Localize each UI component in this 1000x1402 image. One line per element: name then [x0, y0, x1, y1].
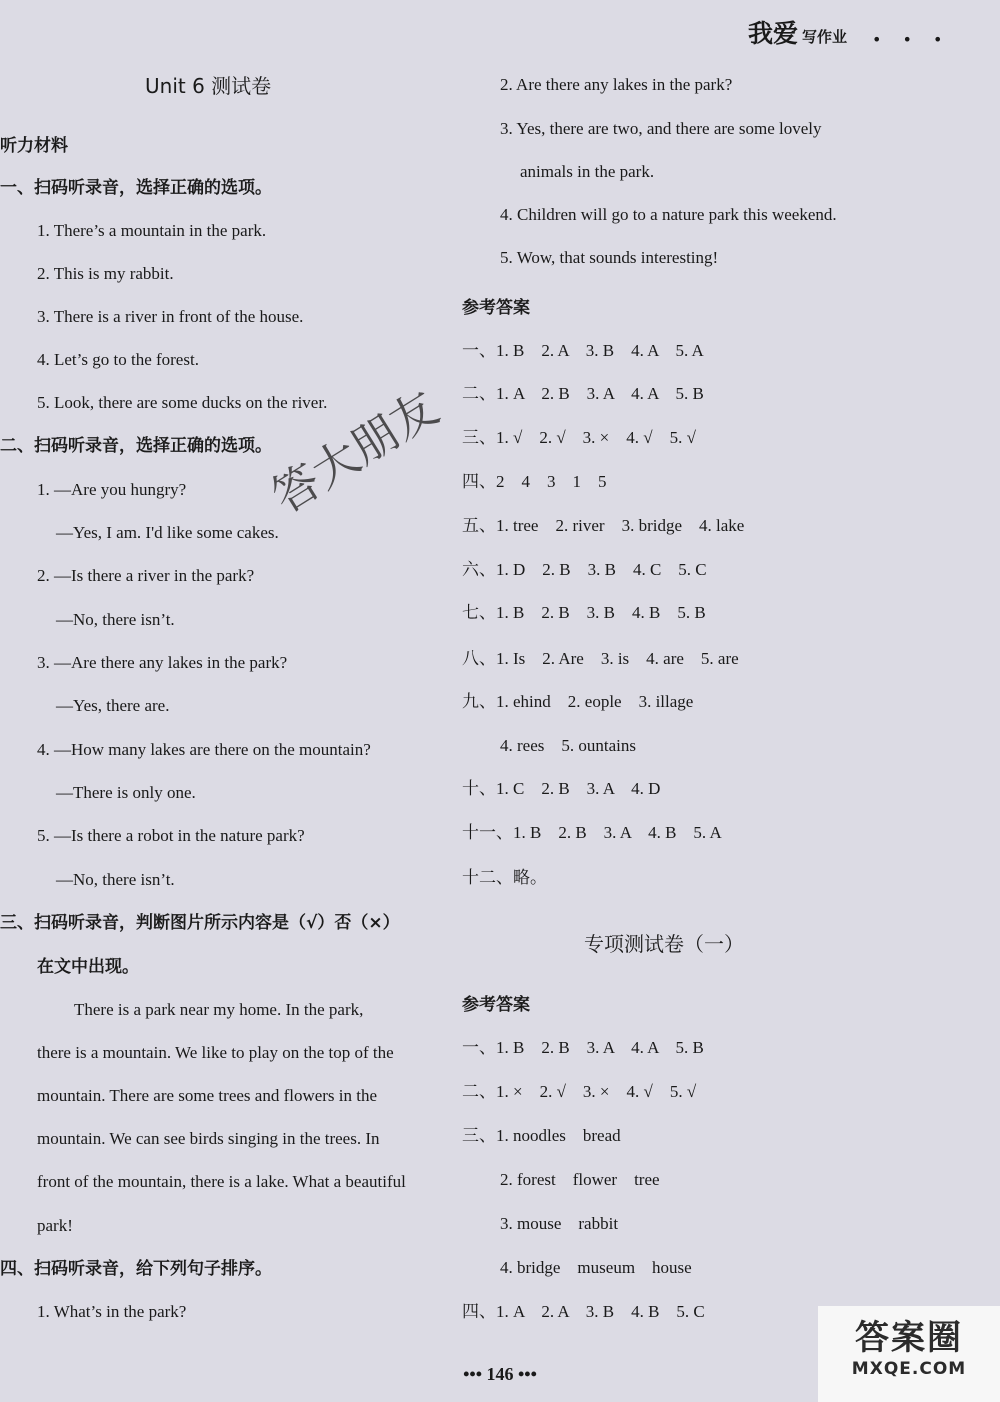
page-number: ••• 146 •••	[463, 1364, 537, 1384]
left-line: 3. —Are there any lakes in the park?	[37, 653, 288, 672]
left-line: 2. —Is there a river in the park?	[37, 566, 255, 585]
left-line: 4. Let’s go to the forest.	[37, 350, 199, 369]
left-line: mountain. We can see birds singing in the trees. In	[37, 1129, 380, 1148]
answer-line: 十二、略。	[462, 868, 547, 887]
right-line: 5. Wow, that sounds interesting!	[500, 248, 719, 267]
left-line: 5. —Is there a robot in the nature park?	[37, 826, 305, 845]
brand-dots: • • •	[872, 30, 951, 49]
brand-small: 写作业	[802, 28, 848, 46]
left-line: mountain. There are some trees and flowers in the	[37, 1086, 378, 1105]
left-line: —No, there isn’t.	[56, 870, 175, 889]
answer-line: 三、1. noodles bread	[462, 1126, 621, 1145]
section-listening: 听力材料	[0, 136, 68, 156]
left-line: 4. —How many lakes are there on the mountain?	[37, 740, 371, 759]
answer-line: 一、1. B 2. B 3. A 4. A 5. B	[462, 1038, 704, 1057]
right-line: 4. Children will go to a nature park this weekend.	[500, 205, 837, 224]
brand-big: 我爱	[748, 19, 799, 48]
left-line: —No, there isn’t.	[56, 610, 175, 629]
left-line: —There is only one.	[56, 783, 196, 802]
left-line: there is a mountain. We like to play on the top of the	[37, 1043, 394, 1062]
handwritten-mark: 答大朋友	[262, 380, 448, 524]
left-line: 1. —Are you hungry?	[37, 480, 187, 499]
answer-line: 二、1. × 2. √ 3. × 4. √ 5. √	[462, 1082, 697, 1101]
left-line: 3. There is a river in front of the house.	[37, 307, 304, 326]
right-title: 专项测试卷（一）	[584, 932, 744, 956]
left-line: —Yes, I am. I'd like some cakes.	[56, 523, 279, 542]
answer-line: 五、1. tree 2. river 3. bridge 4. lake	[462, 516, 745, 535]
left-line: There is a park near my home. In the park,	[74, 1000, 364, 1019]
answer-line: 八、1. Is 2. Are 3. is 4. are 5. are	[462, 649, 739, 668]
answer-line: 九、1. ehind 2. eople 3. illage	[462, 692, 694, 711]
left-line: 二、扫码听录音，选择正确的选项。	[0, 436, 272, 456]
answer-line: 六、1. D 2. B 3. B 4. C 5. C	[462, 560, 707, 579]
left-line: —Yes, there are.	[56, 696, 170, 715]
left-line: 一、扫码听录音，选择正确的选项。	[0, 178, 272, 198]
answer-line: 4. bridge museum house	[500, 1258, 692, 1277]
left-line: 2. This is my rabbit.	[37, 264, 174, 283]
answer-line: 四、1. A 2. A 3. B 4. B 5. C	[462, 1302, 705, 1321]
left-line: 1. What’s in the park?	[37, 1302, 187, 1321]
answer-line: 十一、1. B 2. B 3. A 4. B 5. A	[462, 823, 722, 842]
left-line: 5. Look, there are some ducks on the river.	[37, 393, 328, 412]
right-line: 3. Yes, there are two, and there are some lovely	[500, 119, 822, 138]
watermark-logo	[818, 1306, 1000, 1402]
answer-line: 七、1. B 2. B 3. B 4. B 5. B	[462, 603, 706, 622]
right-line: animals in the park.	[520, 162, 655, 181]
brand-logo	[748, 14, 847, 50]
left-line: 三、扫码听录音，判断图片所示内容是（√）否（×）	[0, 913, 400, 933]
answer-line: 十、1. C 2. B 3. A 4. D	[462, 779, 661, 798]
left-line: park!	[37, 1216, 73, 1235]
answer-line: 2. forest flower tree	[500, 1170, 660, 1189]
answer-line: 二、1. A 2. B 3. A 4. A 5. B	[462, 384, 704, 403]
answer-line: 四、2 4 3 1 5	[462, 472, 607, 491]
left-line: 四、扫码听录音，给下列句子排序。	[0, 1259, 272, 1279]
left-title: Unit 6 测试卷	[145, 74, 272, 98]
answer-line: 3. mouse rabbit	[500, 1214, 619, 1233]
watermark-title: 答案圈	[855, 1318, 963, 1358]
left-line: front of the mountain, there is a lake. What a beautiful	[37, 1172, 406, 1191]
right-line: 2. Are there any lakes in the park?	[500, 75, 733, 94]
answers-heading: 参考答案	[462, 298, 530, 318]
left-line: 在文中出现。	[37, 957, 139, 977]
answer-line: 三、1. √ 2. √ 3. × 4. √ 5. √	[462, 428, 696, 447]
left-line: 1. There’s a mountain in the park.	[37, 221, 267, 240]
answers-heading-2: 参考答案	[462, 995, 530, 1015]
answer-line: 4. rees 5. ountains	[500, 736, 636, 755]
answer-line: 一、1. B 2. A 3. B 4. A 5. A	[462, 341, 704, 360]
watermark-url: MXQE.COM	[851, 1359, 967, 1379]
